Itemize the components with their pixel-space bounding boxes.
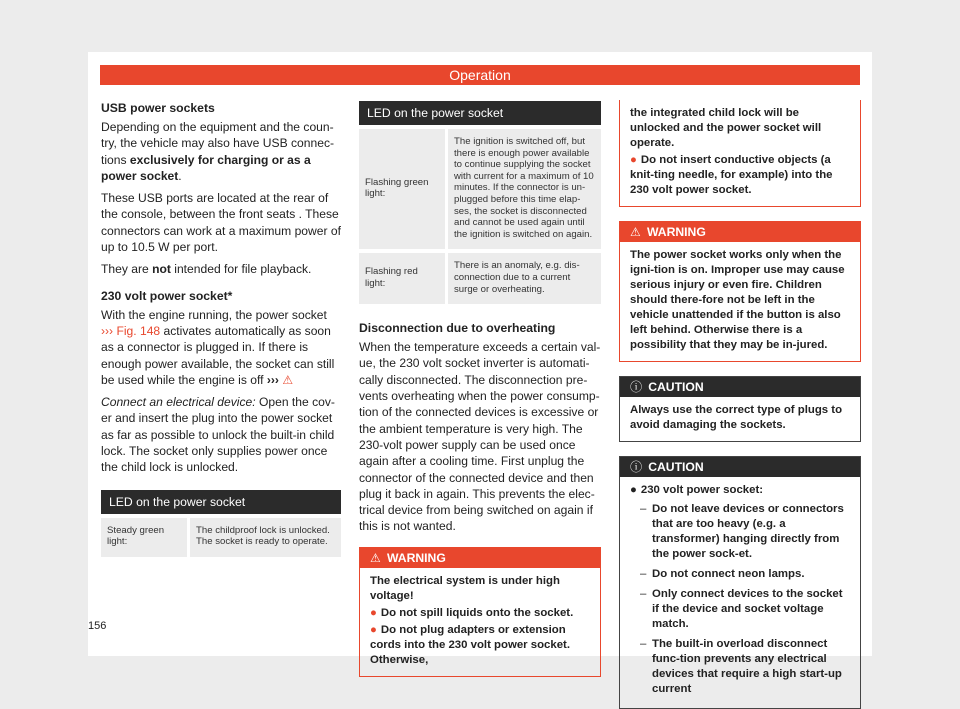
warning-item	[370, 606, 590, 621]
text: .	[178, 168, 182, 183]
caution-item-text: 230 volt power socket:	[640, 484, 764, 496]
list-item: – Do not leave devices or connectors that are too heavy (e.g. a transformer) hanging directly from the power sock-et.	[640, 502, 850, 562]
caution-header	[620, 457, 860, 477]
bullet-icon: ●	[370, 623, 377, 636]
text: Connect an electrical device:	[101, 395, 256, 410]
caution-box-2	[619, 456, 861, 709]
bullet-icon: ●	[370, 606, 377, 619]
column-3	[619, 100, 861, 709]
table-row	[359, 127, 601, 251]
caution-title: CAUTION	[648, 380, 704, 394]
led-meaning: There is an anomaly, e.g. dis-connection due to a current surge or overheating.	[447, 251, 602, 304]
caution-body	[620, 477, 860, 708]
caution-text: Always use the correct type of plugs to avoid damaging the sockets.	[630, 404, 843, 431]
warning-item	[630, 153, 850, 198]
page-number: 156	[88, 620, 107, 632]
table-header: LED on the power socket	[359, 101, 601, 127]
usb-paragraph-3	[101, 261, 341, 277]
overheat-paragraph: When the temperature exceeds a certain val-ue, the 230 volt socket inverter is automati-cally disconnected. The disconnection pre-vents overheating when the power consump-tion of the connected devices is excessive or the ambient temperature is very high. The 230-volt power supply can be used once again after a cooling time. First unplug the connector of the connected device and then plug it back in again. This prevents the elec-trical device from being switched on again if this is not wanted.	[359, 340, 601, 534]
list-item: – Do not connect neon lamps.	[640, 567, 850, 582]
led-table-2	[359, 101, 601, 304]
warning-header	[620, 222, 860, 242]
led-table-1	[101, 490, 341, 557]
usb-paragraph-2: These USB ports are located at the rear of the console, between the front seats . These connectors can work at a maximum power of up to 10.5 W per port.	[101, 191, 341, 255]
v230-paragraph-1	[101, 307, 341, 388]
warning-body	[620, 100, 860, 206]
caution-circle-icon: ⓘ	[630, 380, 643, 394]
table-header: LED on the power socket	[101, 490, 341, 516]
warning-item-text: Do not plug adapters or extension cords into the 230 volt power socket. Otherwise,	[370, 623, 571, 666]
list-item: – Only connect devices to the socket if the device and socket voltage match.	[640, 587, 850, 632]
warning-title: WARNING	[646, 225, 706, 239]
usb-heading: USB power sockets	[101, 101, 215, 115]
caution-header	[620, 377, 860, 397]
list-item: – The built-in overload disconnect func-tion prevents any electrical devices that require a high start-up current	[640, 637, 850, 697]
warning-item	[370, 623, 590, 668]
bullet-icon: ●	[630, 484, 637, 496]
usb-paragraph-1	[101, 119, 341, 184]
warning-continued-text: the integrated child lock will be unlocked and the power socket will operate.	[630, 107, 822, 149]
bullet-icon: ●	[630, 154, 637, 166]
text: Open the cov-er and insert the plug into the power socket as far as possible to unlock the built-in child lock. The socket only supplies power once the child lock is unlocked.	[101, 395, 335, 475]
led-meaning: The childproof lock is unlocked. The socket is ready to operate.	[189, 516, 342, 557]
warning-text: The power socket works only when the igni-tion is on. Improper use may cause serious injury or even fire. Children should there-fore not be left in the vehicle unattended if the button is also left behind. Otherwise there is a possibility that they may be in-jured.	[630, 249, 845, 351]
caution-box-1	[619, 376, 861, 442]
overheat-heading: Disconnection due to overheating	[359, 321, 556, 336]
warning-triangle-icon: ⚠	[370, 550, 381, 565]
column-2	[359, 100, 601, 677]
led-state: Steady green light:	[101, 516, 189, 557]
caution-title: CAUTION	[648, 460, 704, 474]
table-row	[359, 251, 601, 304]
led-state: Flashing green light:	[359, 127, 447, 251]
led-state: Flashing red light:	[359, 251, 447, 304]
column-1	[101, 100, 341, 557]
warning-triangle-icon[interactable]: ⚠	[282, 372, 294, 387]
warning-item-text: Do not insert conductive objects (a knit-ting needle, for example) into the 230 volt power socket.	[630, 154, 833, 196]
caution-body	[620, 397, 860, 441]
emphasis-text: not	[152, 262, 171, 277]
text: Depending on the equipment and the coun-try, the vehicle may also have USB connec-tions	[101, 120, 335, 167]
led-meaning: The ignition is switched off, but there is enough power available to continue supplying the socket with current for a maximum of 10 minutes. If the connector is un-plugged before this time elap-ses, the socket is disconnected and cannot be used again until the ignition is switched on again.	[447, 127, 602, 251]
warning-link-arrow[interactable]: ›››	[266, 372, 279, 387]
table-row	[101, 516, 341, 557]
text: activates automatically as soon as a connector is plugged in. If there is enough power available, the socket can still be used while the engine is off	[101, 323, 335, 387]
warning-item-text: Do not spill liquids onto the socket.	[380, 606, 574, 619]
caution-item	[630, 483, 850, 498]
text: They are	[101, 262, 153, 277]
warning-box-1	[359, 547, 601, 677]
caution-circle-icon: ⓘ	[630, 460, 643, 474]
emphasis-text: exclusively for charging or as a power socket	[101, 152, 311, 183]
section-header: Operation	[100, 65, 860, 85]
v230-heading: 230 volt power socket*	[101, 288, 233, 303]
warning-header	[360, 548, 600, 568]
warning-intro: The electrical system is under high voltage!	[370, 574, 560, 602]
warning-box-continued	[619, 100, 861, 207]
warning-body	[620, 242, 860, 361]
warning-box-2	[619, 221, 861, 362]
v230-paragraph-2	[101, 394, 341, 475]
warning-triangle-icon: ⚠	[630, 225, 641, 239]
text: intended for file playback.	[170, 262, 312, 277]
caution-sublist	[630, 502, 850, 697]
text: With the engine running, the power socket	[101, 307, 327, 322]
warning-body	[360, 568, 600, 676]
warning-title: WARNING	[386, 550, 446, 565]
figure-link[interactable]: ››› Fig. 148	[101, 323, 161, 338]
